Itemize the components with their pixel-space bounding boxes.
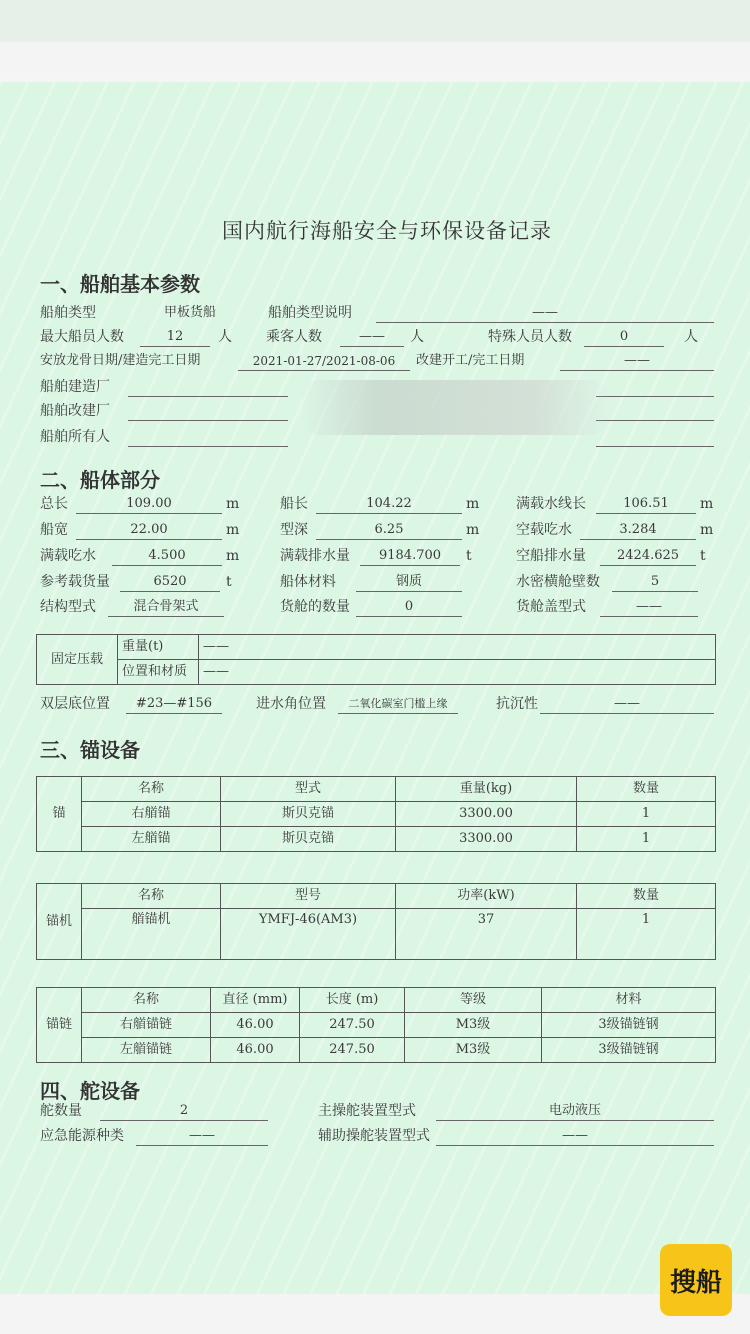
- ship-type-desc-value: ——: [376, 304, 714, 323]
- bulkheads-value: 5: [612, 573, 698, 592]
- passengers-unit: 人: [410, 329, 424, 345]
- light-draft-label: 空载吃水: [516, 522, 572, 538]
- lwl-unit: m: [700, 496, 714, 512]
- lbp-unit: m: [466, 496, 480, 512]
- top-strip: [0, 0, 750, 70]
- chain-header: 等级: [405, 988, 542, 1013]
- light-draft-value: 3.284: [580, 521, 696, 540]
- rudder-count-label: 舵数量: [40, 1103, 82, 1119]
- double-bottom-value: #23—#156: [126, 695, 222, 714]
- ballast-weight-label: 重量(t): [118, 635, 199, 660]
- chain-cell: 右艏锚链: [82, 1013, 211, 1038]
- modify-value: ——: [560, 352, 714, 371]
- ship-type-value: 甲板货船: [163, 305, 216, 320]
- full-draft-value: 4.500: [112, 547, 222, 566]
- depth-label: 型深: [280, 522, 308, 538]
- passengers-label: 乘客人数: [266, 329, 322, 345]
- ship-type-label: 船舶类型: [40, 305, 96, 321]
- beam-unit: m: [226, 522, 240, 538]
- windlass-table: [36, 883, 716, 960]
- chain-table: [36, 987, 716, 1063]
- rudder-count-value: 2: [100, 1102, 268, 1121]
- depth-value: 6.25: [316, 521, 462, 540]
- full-draft-label: 满载吃水: [40, 548, 96, 564]
- anchor-cell: 斯贝克锚: [221, 827, 396, 852]
- windlass-label: 锚机: [37, 884, 82, 960]
- builder-line-right: [596, 378, 714, 397]
- emergency-label: 应急能源种类: [40, 1128, 124, 1144]
- anchor-table: [36, 776, 716, 852]
- owner-label: 船舶所有人: [40, 429, 110, 445]
- chain-cell: 3级锚链钢: [542, 1013, 716, 1038]
- dwt-value: 6520: [120, 573, 220, 592]
- chain-cell: 247.50: [300, 1038, 405, 1063]
- dwt-label: 参考载货量: [40, 574, 110, 590]
- ballast-label: 固定压载: [37, 635, 118, 685]
- ballast-pos-label: 位置和材质: [118, 660, 199, 685]
- rebuilder-label: 船舶改建厂: [40, 403, 110, 419]
- aux-steer-value: ——: [436, 1127, 714, 1146]
- sochuan-logo-button[interactable]: 搜船: [660, 1244, 732, 1316]
- structure-label: 结构型式: [40, 599, 96, 615]
- material-value: 钢质: [356, 573, 462, 592]
- flood-value: 二氧化碳室门槛上缘: [338, 695, 458, 714]
- double-bottom-label: 双层底位置: [40, 696, 110, 712]
- chain-header: 直径 (mm): [211, 988, 300, 1013]
- chain-cell: 46.00: [211, 1038, 300, 1063]
- chain-header: 材料: [542, 988, 716, 1013]
- section4-heading: 四、舵设备: [40, 1079, 140, 1103]
- hatch-label: 货舱盖型式: [516, 599, 586, 615]
- ballast-table: [36, 634, 716, 685]
- owner-line-right: [596, 428, 714, 447]
- full-draft-unit: m: [226, 548, 240, 564]
- windlass-header: 型号: [221, 884, 396, 909]
- windlass-header: 功率(kW): [396, 884, 577, 909]
- windlass-header: 数量: [577, 884, 716, 909]
- top-band: [0, 0, 750, 42]
- chain-header: 长度 (m): [300, 988, 405, 1013]
- special-unit: 人: [684, 329, 698, 345]
- material-label: 船体材料: [280, 574, 336, 590]
- section1-heading: 一、船舶基本参数: [40, 272, 200, 296]
- special-value: 0: [584, 328, 664, 347]
- sink-label: 抗沉性: [496, 696, 538, 712]
- section3-heading: 三、锚设备: [40, 738, 140, 762]
- anchor-cell: 3300.00: [396, 827, 577, 852]
- loa-unit: m: [226, 496, 240, 512]
- max-crew-label: 最大船员人数: [40, 329, 124, 345]
- aux-steer-label: 辅助操舵装置型式: [318, 1128, 430, 1144]
- light-draft-unit: m: [700, 522, 714, 538]
- anchor-cell: 左艏锚: [82, 827, 221, 852]
- anchor-cell: 斯贝克锚: [221, 802, 396, 827]
- full-disp-unit: t: [466, 548, 472, 564]
- anchor-header: 型式: [221, 777, 396, 802]
- main-steer-value: 电动液压: [436, 1102, 714, 1121]
- chain-label: 锚链: [37, 988, 82, 1063]
- bulkheads-label: 水密横舱壁数: [516, 574, 600, 590]
- windlass-cell: 1: [577, 909, 716, 960]
- section2-heading: 二、船体部分: [40, 468, 160, 492]
- holds-value: 0: [356, 598, 462, 617]
- chain-cell: 左艏锚链: [82, 1038, 211, 1063]
- bottom-strip: [0, 1294, 750, 1334]
- loa-value: 109.00: [76, 495, 222, 514]
- rebuilder-line: [128, 402, 288, 421]
- light-disp-unit: t: [700, 548, 706, 564]
- light-disp-value: 2424.625: [600, 547, 696, 566]
- depth-unit: m: [466, 522, 480, 538]
- anchor-cell: 3300.00: [396, 802, 577, 827]
- beam-label: 船宽: [40, 522, 68, 538]
- anchor-cell: 1: [577, 827, 716, 852]
- chain-cell: 3级锚链钢: [542, 1038, 716, 1063]
- anchor-header: 重量(kg): [396, 777, 577, 802]
- light-disp-label: 空船排水量: [516, 548, 586, 564]
- anchor-cell: 1: [577, 802, 716, 827]
- full-disp-label: 满载排水量: [280, 548, 350, 564]
- rebuilder-line-right: [596, 402, 714, 421]
- chain-header: 名称: [82, 988, 211, 1013]
- chain-cell: 46.00: [211, 1013, 300, 1038]
- structure-value: 混合骨架式: [108, 598, 224, 617]
- max-crew-value: 12: [140, 328, 210, 347]
- chain-cell: M3级: [405, 1038, 542, 1063]
- ballast-weight-value: ——: [199, 635, 716, 660]
- lwl-value: 106.51: [596, 495, 696, 514]
- document-page: [0, 82, 750, 1294]
- special-label: 特殊人员人数: [488, 329, 572, 345]
- dwt-unit: t: [226, 574, 232, 590]
- ship-type-desc-label: 船舶类型说明: [268, 305, 352, 321]
- holds-label: 货舱的数量: [280, 599, 350, 615]
- chain-cell: M3级: [405, 1013, 542, 1038]
- modify-label: 改建开工/完工日期: [416, 353, 525, 368]
- passengers-value: ——: [340, 328, 404, 347]
- loa-label: 总长: [40, 496, 68, 512]
- max-crew-unit: 人: [218, 329, 232, 345]
- windlass-cell: YMFJ-46(AM3): [221, 909, 396, 960]
- windlass-header: 名称: [82, 884, 221, 909]
- ballast-pos-value: ——: [199, 660, 716, 685]
- document-title: 国内航行海船安全与环保设备记录: [222, 219, 552, 243]
- windlass-cell: 37: [396, 909, 577, 960]
- beam-value: 22.00: [76, 521, 222, 540]
- lbp-label: 船长: [280, 496, 308, 512]
- full-disp-value: 9184.700: [360, 547, 460, 566]
- sink-value: ——: [540, 695, 714, 714]
- keel-value: 2021-01-27/2021-08-06: [238, 352, 410, 371]
- main-steer-label: 主操舵装置型式: [318, 1103, 416, 1119]
- builder-line: [128, 378, 288, 397]
- flood-label: 进水角位置: [256, 696, 326, 712]
- anchor-header: 数量: [577, 777, 716, 802]
- emergency-value: ——: [136, 1127, 268, 1146]
- anchor-cell: 右艏锚: [82, 802, 221, 827]
- anchor-label: 锚: [37, 777, 82, 852]
- redacted-area: [300, 380, 610, 435]
- chain-cell: 247.50: [300, 1013, 405, 1038]
- keel-label: 安放龙骨日期/建造完工日期: [40, 353, 201, 368]
- windlass-cell: 艏锚机: [82, 909, 221, 960]
- builder-label: 船舶建造厂: [40, 379, 110, 395]
- lwl-label: 满载水线长: [516, 496, 586, 512]
- lbp-value: 104.22: [316, 495, 462, 514]
- hatch-value: ——: [600, 598, 698, 617]
- anchor-header: 名称: [82, 777, 221, 802]
- owner-line: [128, 428, 288, 447]
